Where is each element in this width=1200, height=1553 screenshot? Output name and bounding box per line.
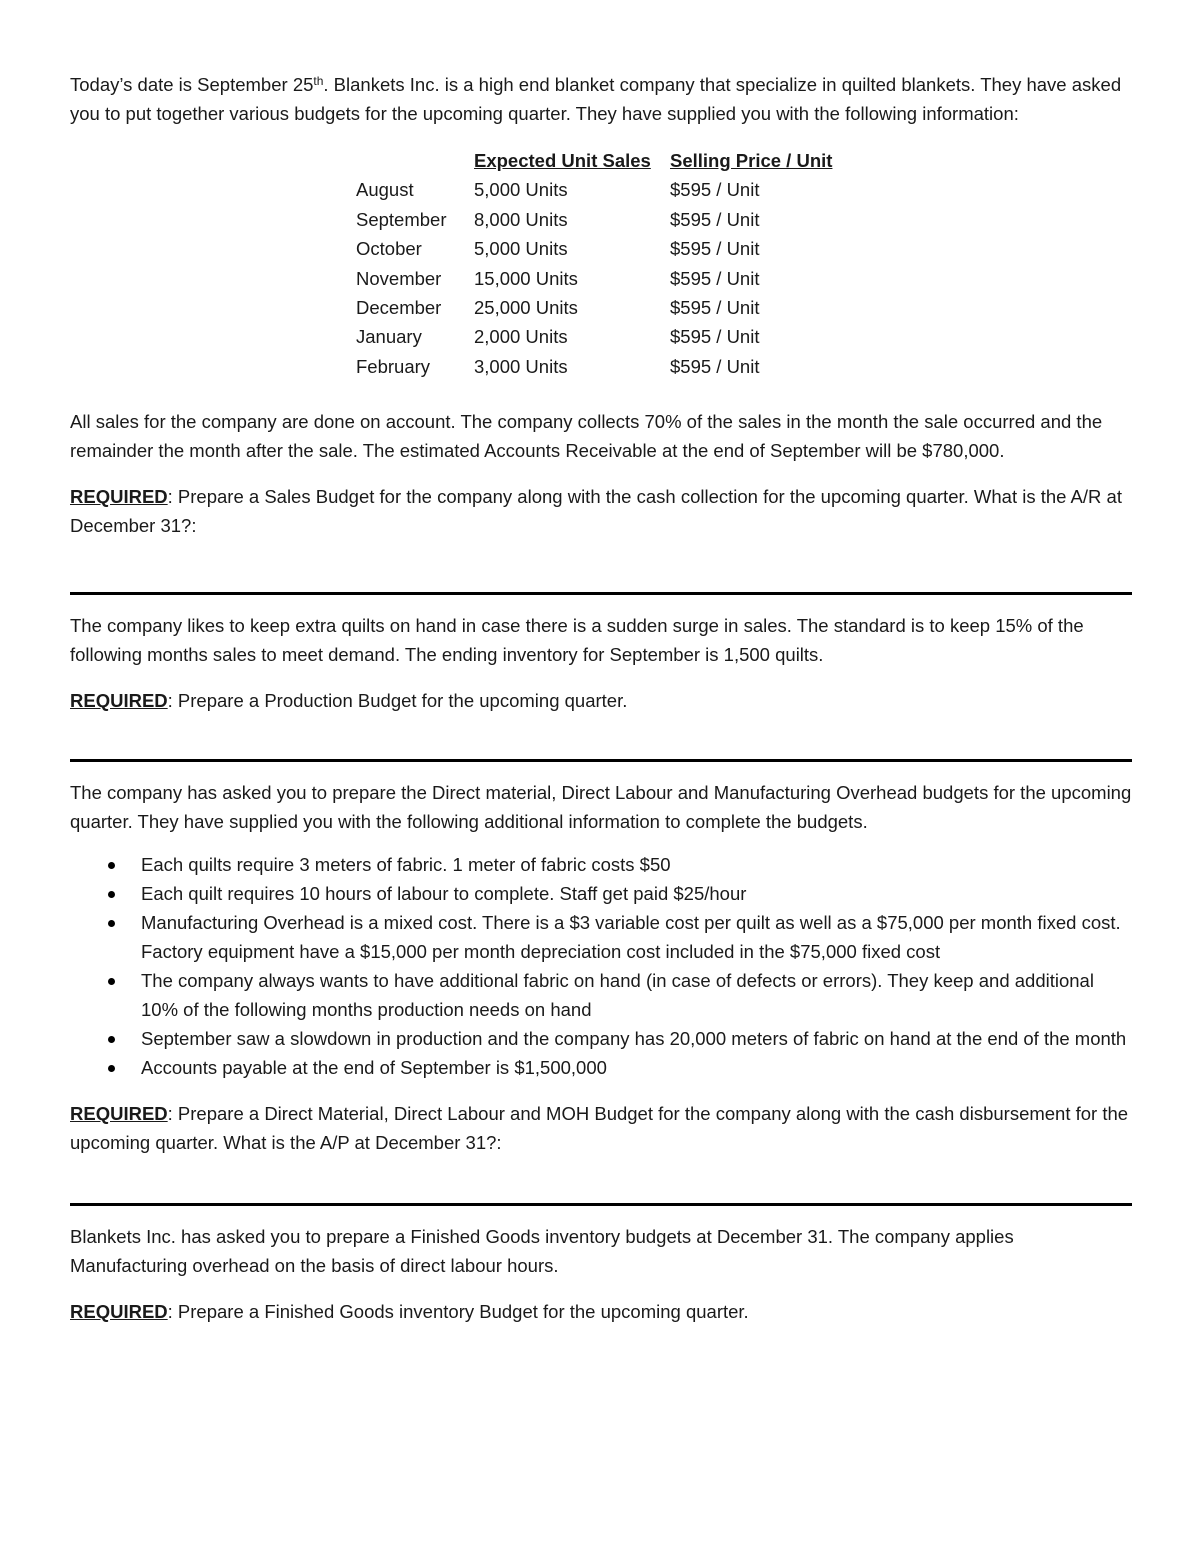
price-cell: $595 / Unit — [670, 238, 760, 260]
intro-paragraph — [70, 70, 1132, 128]
section-divider — [70, 592, 1132, 595]
required-label: REQUIRED — [70, 690, 168, 712]
bullet-icon — [108, 891, 115, 898]
section2-body: The company likes to keep extra quilts on hand in case there is a sudden surge in sales. The standard is to keep 15% of the following months sales to meet demand. The ending inventory for September is 1,500 quilts. — [70, 615, 1084, 666]
list-item — [70, 1053, 1132, 1082]
month-cell: January — [356, 326, 422, 348]
list-item — [70, 908, 1132, 966]
list-item-text: Each quilts require 3 meters of fabric. 1 meter of fabric costs $50 — [141, 854, 671, 876]
section1-required — [70, 482, 1132, 540]
table-row — [356, 205, 870, 234]
list-item-text: Accounts payable at the end of September is $1,500,000 — [141, 1057, 607, 1079]
header-expected-unit-sales: Expected Unit Sales — [474, 150, 651, 171]
list-item — [70, 966, 1132, 1024]
units-cell: 5,000 Units — [474, 238, 568, 260]
bullet-icon — [108, 1036, 115, 1043]
intro-superscript: th — [313, 74, 324, 88]
month-cell: February — [356, 355, 431, 377]
price-cell: $595 / Unit — [670, 267, 760, 289]
required-text: : Prepare a Finished Goods inventory Budget for the upcoming quarter. — [167, 1301, 749, 1323]
required-label: REQUIRED — [70, 1301, 168, 1323]
list-item — [70, 879, 1132, 908]
intro-text-start: Today’s date is September 25 — [70, 74, 314, 95]
required-label: REQUIRED — [70, 1103, 168, 1125]
price-cell: $595 / Unit — [670, 297, 760, 319]
list-item — [70, 1024, 1132, 1053]
bullet-icon — [108, 920, 115, 927]
units-cell: 2,000 Units — [474, 326, 568, 348]
section2-required — [70, 686, 1132, 715]
intro-text-end: . Blankets Inc. is a high end blanket company that specialize in quilted blankets. They have asked you to put together various budgets for the upcoming quarter. They have supplied you with the following information: — [70, 74, 1122, 124]
list-item-text: Manufacturing Overhead is a mixed cost. There is a $3 variable cost per quilt as well as a $75,000 per month fixed cost. Factory equipment have a $15,000 per month depreciation cost included in the $75,000 fixed cost — [141, 912, 1121, 963]
table-row — [356, 264, 870, 293]
required-text: : Prepare a Direct Material, Direct Labour and MOH Budget for the company along with the cash disbursement for the upcoming quarter. What is the A/P at December 31?: — [70, 1103, 1129, 1154]
header-month — [356, 146, 474, 175]
section4-body: Blankets Inc. has asked you to prepare a Finished Goods inventory budgets at December 31. The company applies Manufacturing overhead on the basis of direct labour hours. — [70, 1226, 1014, 1277]
section-divider — [70, 1203, 1132, 1206]
section4-required — [70, 1297, 1132, 1326]
list-item-text: Each quilt requires 10 hours of labour to complete. Staff get paid $25/hour — [141, 883, 747, 905]
section-divider — [70, 759, 1132, 762]
requirements-list — [70, 850, 1132, 1082]
units-cell: 5,000 Units — [474, 179, 568, 201]
section3-required — [70, 1099, 1132, 1157]
header-selling-price: Selling Price / Unit — [670, 150, 833, 171]
required-text: : Prepare a Production Budget for the upcoming quarter. — [167, 690, 628, 712]
price-cell: $595 / Unit — [670, 179, 760, 201]
table-row — [356, 234, 870, 263]
month-cell: October — [356, 238, 422, 260]
document-content — [70, 70, 1132, 1326]
bullet-icon — [108, 978, 115, 985]
price-cell: $595 / Unit — [670, 355, 760, 377]
units-cell: 25,000 Units — [474, 297, 578, 319]
bullet-icon — [108, 1065, 115, 1072]
units-cell: 8,000 Units — [474, 208, 568, 230]
section1-body: All sales for the company are done on account. The company collects 70% of the sales in the month the sale occurred and the remainder the month after the sale. The estimated Accounts Receivable at the end of September will be $780,000. — [70, 411, 1103, 462]
units-cell: 15,000 Units — [474, 267, 578, 289]
price-cell: $595 / Unit — [670, 326, 760, 348]
month-cell: August — [356, 179, 414, 201]
month-cell: December — [356, 297, 442, 319]
units-cell: 3,000 Units — [474, 355, 568, 377]
table-row — [356, 293, 870, 322]
list-item-text: September saw a slowdown in production and the company has 20,000 meters of fabric on hand at the end of the month — [141, 1028, 1127, 1050]
sales-table — [356, 146, 870, 381]
month-cell: November — [356, 267, 442, 289]
section3-body: The company has asked you to prepare the Direct material, Direct Labour and Manufacturing Overhead budgets for the upcoming quarter. They have supplied you with the following additional information to complete the budgets. — [70, 782, 1132, 833]
required-text: : Prepare a Sales Budget for the company along with the cash collection for the upcoming quarter. What is the A/R at December 31?: — [70, 486, 1122, 537]
month-cell: September — [356, 208, 447, 230]
table-row — [356, 322, 870, 351]
list-item — [70, 850, 1132, 879]
sales-table-header-row — [356, 146, 870, 175]
required-label: REQUIRED — [70, 486, 168, 508]
price-cell: $595 / Unit — [670, 208, 760, 230]
list-item-text: The company always wants to have additional fabric on hand (in case of defects or errors). They keep and additional 10% of the following months production needs on hand — [141, 970, 1094, 1021]
bullet-icon — [108, 862, 115, 869]
table-row — [356, 175, 870, 204]
table-row — [356, 352, 870, 381]
